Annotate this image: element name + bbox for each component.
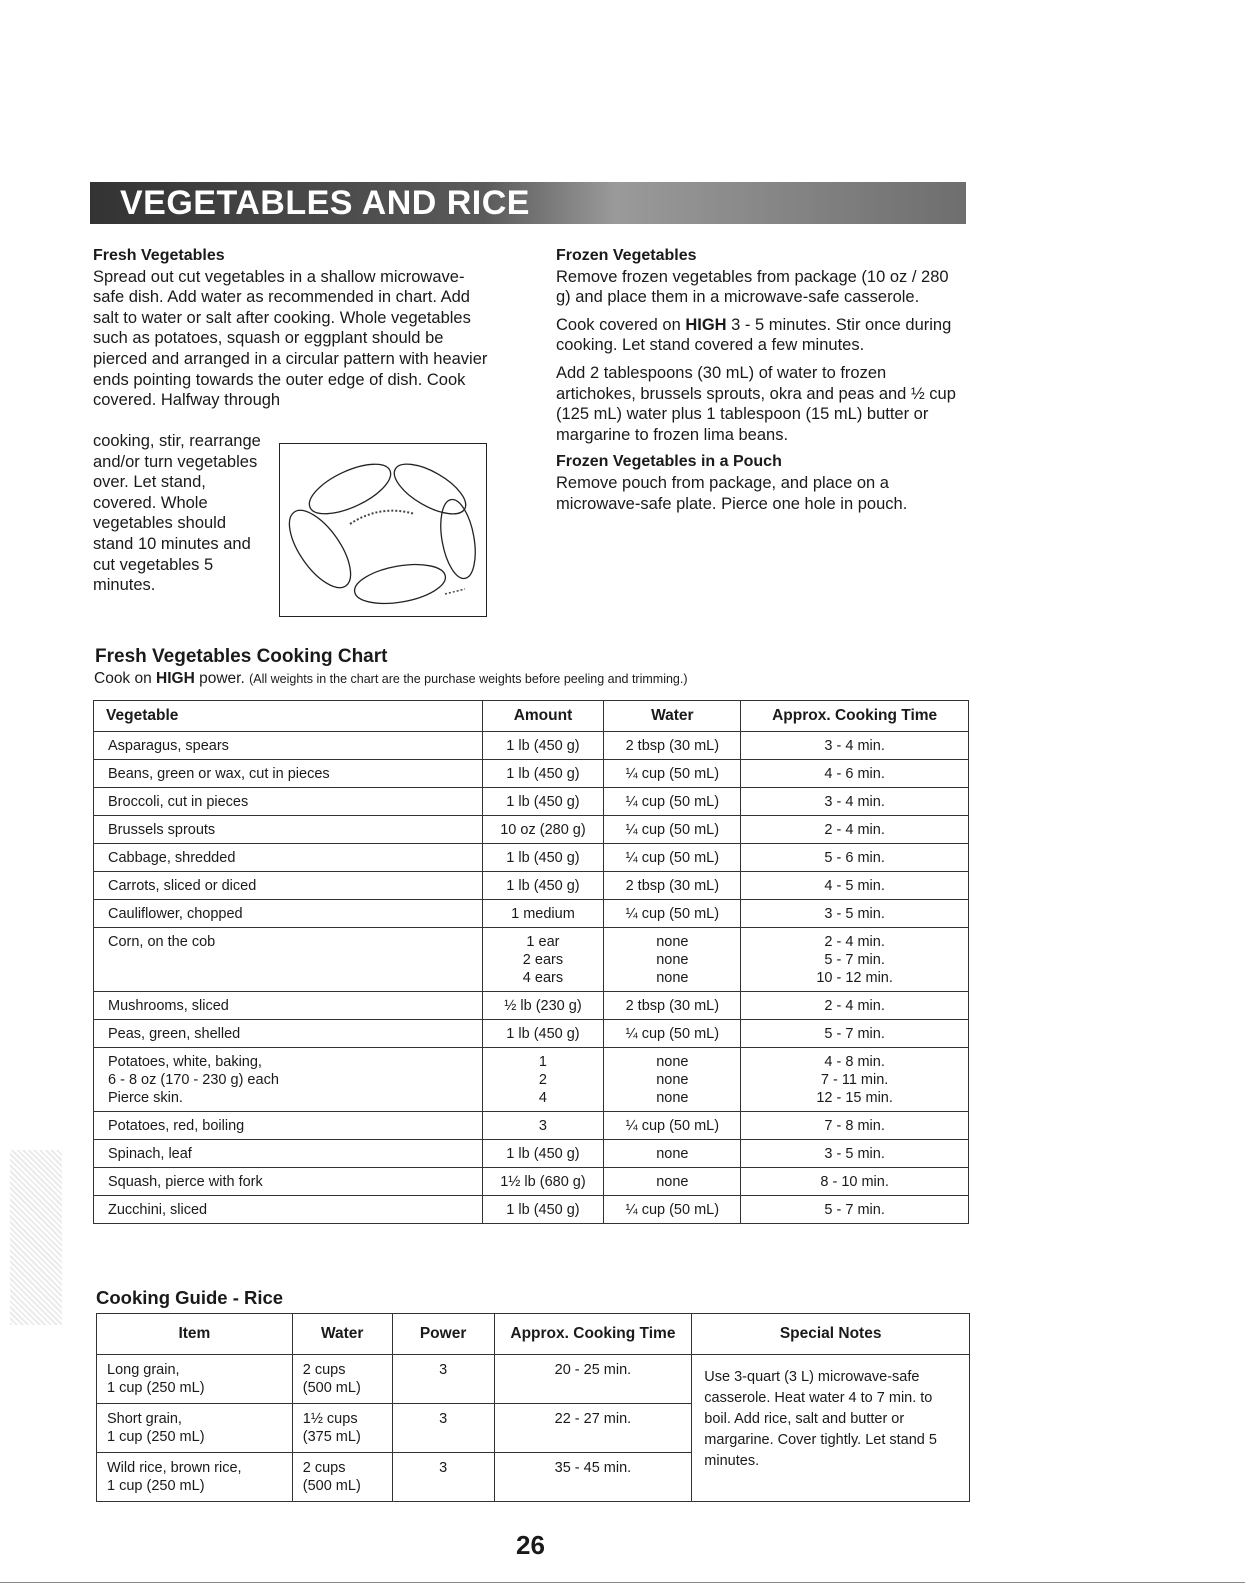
chart-subtitle <box>94 670 688 688</box>
water-value: ¼ cup (50 mL) <box>604 1112 741 1140</box>
rice-time: 35 - 45 min. <box>494 1453 692 1502</box>
rice-special-notes: Use 3-quart (3 L) microwave-safe casserole. Heat water 4 to 7 min. to boil. Add rice, salt and butter or margarine. Cover tightly. Let stand 5 minutes. <box>692 1355 970 1502</box>
table-row <box>94 1168 969 1196</box>
cooking-time-value: 3 - 4 min. <box>741 732 969 760</box>
table-row <box>94 872 969 900</box>
water-value: ¼ cup (50 mL) <box>604 760 741 788</box>
amount-value: 1½ lb (680 g) <box>482 1168 604 1196</box>
water-value: ¼ cup (50 mL) <box>604 1020 741 1048</box>
chart-title: Fresh Vegetables Cooking Chart <box>95 646 388 667</box>
amount-value: 1 lb (450 g) <box>482 788 604 816</box>
cooking-time-value: 5 - 6 min. <box>741 844 969 872</box>
amount-value: 1 2 4 <box>482 1048 604 1112</box>
frozen-vegetables-para-2 <box>556 315 956 356</box>
water-value: ¼ cup (50 mL) <box>604 1196 741 1224</box>
rice-table-body <box>97 1355 970 1502</box>
vegetable-name: Broccoli, cut in pieces <box>94 788 483 816</box>
rice-header-notes: Special Notes <box>692 1314 970 1355</box>
table-row <box>94 900 969 928</box>
table-row <box>94 844 969 872</box>
cooking-time-value: 4 - 5 min. <box>741 872 969 900</box>
vegetable-name: Carrots, sliced or diced <box>94 872 483 900</box>
cooking-time-value: 3 - 5 min. <box>741 1140 969 1168</box>
water-value: ¼ cup (50 mL) <box>604 788 741 816</box>
chart-sub-note: (All weights in the chart are the purchase weights before peeling and trimming.) <box>249 672 688 686</box>
table-row <box>94 1140 969 1168</box>
rice-header-row <box>97 1314 970 1355</box>
vegetable-name: Cauliflower, chopped <box>94 900 483 928</box>
section-title: VEGETABLES AND RICE <box>120 184 530 222</box>
water-value: 2 tbsp (30 mL) <box>604 872 741 900</box>
amount-value: 1 lb (450 g) <box>482 1196 604 1224</box>
amount-value: 1 ear 2 ears 4 ears <box>482 928 604 992</box>
cooking-time-value: 7 - 8 min. <box>741 1112 969 1140</box>
header-vegetable: Vegetable <box>94 701 483 732</box>
amount-value: 1 medium <box>482 900 604 928</box>
vegetable-name: Asparagus, spears <box>94 732 483 760</box>
amount-value: 1 lb (450 g) <box>482 1140 604 1168</box>
rice-item: Short grain, 1 cup (250 mL) <box>97 1404 293 1453</box>
vegetable-name: Peas, green, shelled <box>94 1020 483 1048</box>
cooking-time-value: 5 - 7 min. <box>741 1020 969 1048</box>
frozen-para-2-bold: HIGH <box>685 315 727 334</box>
water-value: ¼ cup (50 mL) <box>604 900 741 928</box>
vegetables-table-body <box>94 732 969 1224</box>
table-row <box>94 1048 969 1112</box>
cooking-time-value: 2 - 4 min. <box>741 816 969 844</box>
frozen-para-2-pre: Cook covered on <box>556 315 686 334</box>
fresh-vegetables-heading: Fresh Vegetables <box>93 247 225 264</box>
vegetable-name: Zucchini, sliced <box>94 1196 483 1224</box>
vegetable-name: Potatoes, red, boiling <box>94 1112 483 1140</box>
page-number: 26 <box>516 1530 545 1560</box>
fresh-vegetables-wrap-text: cooking, stir, rearrange and/or turn vegetables over. Let stand, covered. Whole vegetables should stand 10 minutes and cut vegetables 5 minutes. <box>93 432 261 595</box>
vegetable-name: Mushrooms, sliced <box>94 992 483 1020</box>
pouch-text: Remove pouch from package, and place on a microwave-safe plate. Pierce one hole in pouch. <box>556 473 908 513</box>
rice-header-time: Approx. Cooking Time <box>494 1314 692 1355</box>
rice-power: 3 <box>392 1404 494 1453</box>
rice-header-water: Water <box>292 1314 392 1355</box>
table-row <box>94 816 969 844</box>
rice-water: 2 cups (500 mL) <box>292 1355 392 1404</box>
vegetable-name: Beans, green or wax, cut in pieces <box>94 760 483 788</box>
vegetables-cooking-table <box>93 700 969 1224</box>
vegetable-name: Corn, on the cob <box>94 928 483 992</box>
section-banner <box>90 182 966 224</box>
rice-header-power: Power <box>392 1314 494 1355</box>
amount-value: 1 lb (450 g) <box>482 844 604 872</box>
water-value: ¼ cup (50 mL) <box>604 844 741 872</box>
rice-row <box>97 1355 970 1404</box>
amount-value: 1 lb (450 g) <box>482 872 604 900</box>
table-row <box>94 732 969 760</box>
frozen-vegetables-section <box>556 246 956 514</box>
cooking-time-value: 4 - 8 min. 7 - 11 min. 12 - 15 min. <box>741 1048 969 1112</box>
table-header-row <box>94 701 969 732</box>
rice-time: 22 - 27 min. <box>494 1404 692 1453</box>
cooking-time-value: 3 - 4 min. <box>741 788 969 816</box>
pouch-heading: Frozen Vegetables in a Pouch <box>556 453 782 471</box>
chart-sub-pre: Cook on <box>94 670 157 687</box>
rice-power: 3 <box>392 1453 494 1502</box>
table-row <box>94 1020 969 1048</box>
amount-value: 3 <box>482 1112 604 1140</box>
rice-item: Long grain, 1 cup (250 mL) <box>97 1355 293 1404</box>
rice-item: Wild rice, brown rice, 1 cup (250 mL) <box>97 1453 293 1502</box>
chart-sub-bold: HIGH <box>156 670 195 687</box>
amount-value: 10 oz (280 g) <box>482 816 604 844</box>
water-value: ¼ cup (50 mL) <box>604 816 741 844</box>
rice-water: 2 cups (500 mL) <box>292 1453 392 1502</box>
frozen-vegetables-para-1: Remove frozen vegetables from package (10 oz / 280 g) and place them in a microwave-safe casserole. <box>556 267 949 307</box>
header-water: Water <box>604 701 741 732</box>
amount-value: 1 lb (450 g) <box>482 760 604 788</box>
table-row <box>94 928 969 992</box>
header-time: Approx. Cooking Time <box>741 701 969 732</box>
vegetable-name: Cabbage, shredded <box>94 844 483 872</box>
cooking-time-value: 3 - 5 min. <box>741 900 969 928</box>
frozen-vegetables-para-3: Add 2 tablespoons (30 mL) of water to frozen artichokes, brussels sprouts, okra and peas and ½ cup (125 mL) water plus 1 tablespoon (15 mL) butter or margarine to frozen lima beans. <box>556 363 956 444</box>
chart-sub-post: power. <box>194 670 245 687</box>
potatoes-circle-icon <box>280 444 486 616</box>
water-value: 2 tbsp (30 mL) <box>604 732 741 760</box>
rice-guide-title: Cooking Guide - Rice <box>96 1287 284 1308</box>
vegetable-name: Brussels sprouts <box>94 816 483 844</box>
table-row <box>94 1112 969 1140</box>
cooking-time-value: 2 - 4 min. <box>741 992 969 1020</box>
amount-value: 1 lb (450 g) <box>482 1020 604 1048</box>
frozen-vegetables-heading: Frozen Vegetables <box>556 247 697 264</box>
water-value: none <box>604 1168 741 1196</box>
cooking-time-value: 4 - 6 min. <box>741 760 969 788</box>
water-value: none none none <box>604 928 741 992</box>
rice-cooking-table <box>96 1313 970 1502</box>
vegetable-arrangement-illustration <box>279 443 487 617</box>
table-row <box>94 760 969 788</box>
cooking-time-value: 8 - 10 min. <box>741 1168 969 1196</box>
table-row <box>94 788 969 816</box>
table-row <box>94 1196 969 1224</box>
vegetable-name: Potatoes, white, baking, 6 - 8 oz (170 - 230 g) each Pierce skin. <box>94 1048 483 1112</box>
rice-water: 1½ cups (375 mL) <box>292 1404 392 1453</box>
rice-header-item: Item <box>97 1314 293 1355</box>
rice-time: 20 - 25 min. <box>494 1355 692 1404</box>
scan-speckle <box>10 1150 62 1325</box>
fresh-vegetables-section <box>93 246 493 411</box>
water-value: none none none <box>604 1048 741 1112</box>
cooking-time-value: 5 - 7 min. <box>741 1196 969 1224</box>
water-value: 2 tbsp (30 mL) <box>604 992 741 1020</box>
vegetable-name: Spinach, leaf <box>94 1140 483 1168</box>
fresh-vegetables-text: Spread out cut vegetables in a shallow microwave-safe dish. Add water as recommended in chart. Add salt to water or salt after cooking. Whole vegetables such as potatoes, squash or eggplant should be pierced and arranged in a circular pattern with heavier ends pointing towards the outer edge of dish. Cook covered. Halfway through <box>93 267 488 410</box>
amount-value: ½ lb (230 g) <box>482 992 604 1020</box>
table-row <box>94 992 969 1020</box>
cooking-time-value: 2 - 4 min. 5 - 7 min. 10 - 12 min. <box>741 928 969 992</box>
scan-edge-line <box>0 1582 1245 1583</box>
header-amount: Amount <box>482 701 604 732</box>
vegetable-name: Squash, pierce with fork <box>94 1168 483 1196</box>
frozen-para-2-post: 3 - 5 minutes. Stir once during cooking. Let stand covered a few minutes. <box>556 315 952 355</box>
rice-power: 3 <box>392 1355 494 1404</box>
water-value: none <box>604 1140 741 1168</box>
amount-value: 1 lb (450 g) <box>482 732 604 760</box>
